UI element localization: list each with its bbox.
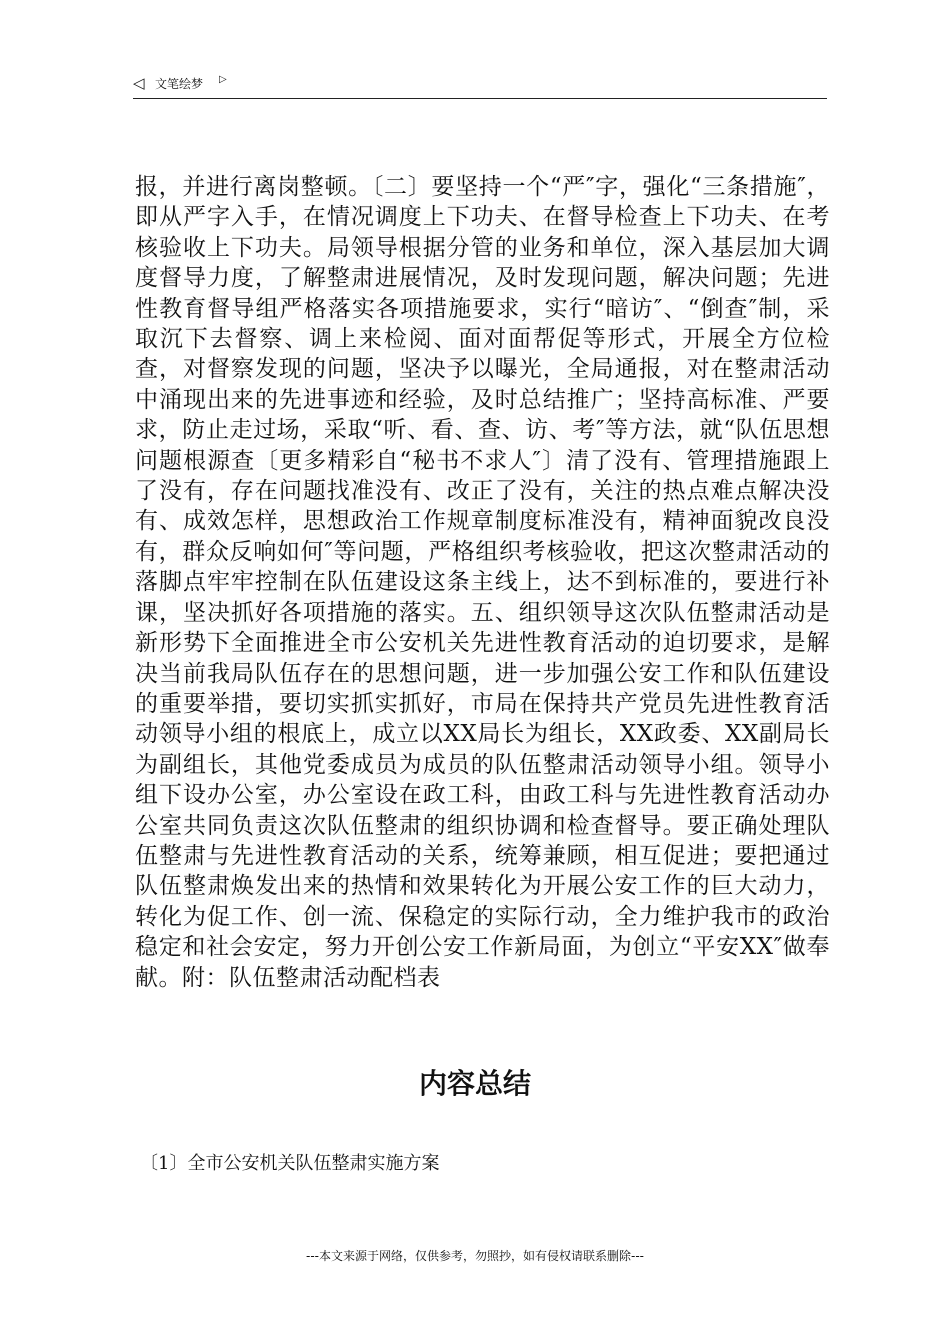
triangle-left-icon: ◁	[133, 74, 145, 92]
summary-item: 〔1〕全市公安机关队伍整肃实施方案	[140, 1153, 440, 1174]
triangle-right-icon: ▷	[219, 74, 227, 85]
page-header	[133, 72, 827, 99]
footer-disclaimer: ---本文来源于网络，仅供参考，勿照抄，如有侵权请联系删除---	[306, 1249, 644, 1263]
summary-title: 内容总结	[418, 1067, 531, 1100]
body-paragraph: 报，并进行离岗整顿。〔二〕要坚持一个“严″字，强化“三条措施″，即从严字入手，在情况调度上下功夫、在督导检查上下功夫、在考核验收上下功夫。局领导根据分管的业务和单位，深入基层加大调度督导力度，了解整肃进展情况，及时发现问题，解决问题；先进性教育督导组严格落实各项措施要求，实行“暗访″、“倒查″制，采取沉下去督察、调上来检阅、面对面帮促等形式，开展全方位检查，对督察发现的问题，坚决予以曝光，全局通报，对在整肃活动中涌现出来的先进事迹和经验，及时总结推广；坚持高标准、严要求，防止走过场，采取“听、看、查、访、考″等方法，就“队伍思想问题根源查〔更多精彩自“秘书不求人″〕清了没有、管理措施跟上了没有，存在问题找准没有、改正了没有，关注的热点难点解决没有、成效怎样，思想政治工作规章制度标准没有，精神面貌改良没有，群众反响如何″等问题，严格组织考核验收，把这次整肃活动的落脚点牢牢控制在队伍建设这条主线上，达不到标准的，要进行补课，坚决抓好各项措施的落实。五、组织领导这次队伍整肃活动是新形势下全面推进全市公安机关先进性教育活动的迫切要求，是解决当前我局队伍存在的思想问题，进一步加强公安工作和队伍建设的重要举措，要切实抓实抓好，市局在保持共产党员先进性教育活动领导小组的根底上，成立以XX局长为组长，XX政委、XX副局长为副组长，其他党委成员为成员的队伍整肃活动领导小组。领导小组下设办公室，办公室设在政工科，由政工科与先进性教育活动办公室共同负责这次队伍整肃的组织协调和检查督导。要正确处理队伍整肃与先进性教育活动的关系，统筹兼顾，相互促进；要把通过队伍整肃焕发出来的热情和效果转化为开展公安工作的巨大动力，转化为促工作、创一流、保稳定的实际行动，全力维护我市的政治稳定和社会安定，努力开创公安工作新局面，为创立“平安XX″做奉献。附：队伍整肃活动配档表	[135, 174, 830, 991]
brand-label: 文笔绘梦	[155, 77, 204, 91]
